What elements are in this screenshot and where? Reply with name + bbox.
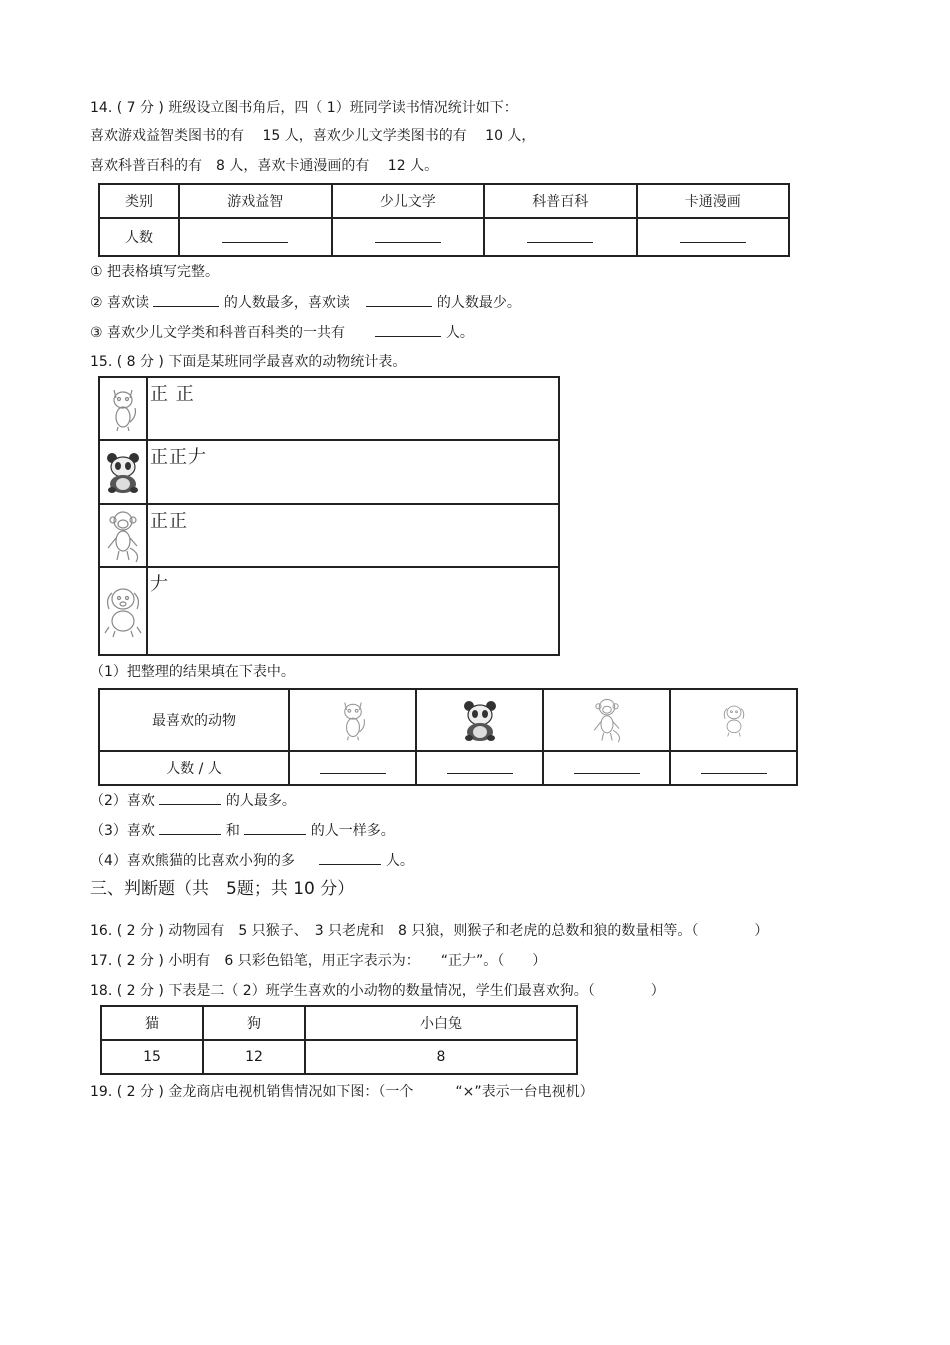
q15-header: 15. ( 8 分 ) 下面是某班同学最喜欢的动物统计表。 [90, 354, 407, 370]
q15-result-cat [289, 689, 416, 751]
q14-header-games: 游戏益智 [179, 184, 332, 218]
q14-blank-least[interactable] [366, 292, 432, 307]
q15-result-puppy [670, 689, 797, 751]
q15-result-table [98, 688, 798, 786]
section-3-title: 三、判断题（共 5题；共 10 分） [90, 879, 355, 899]
q15-sub1: （1）把整理的结果填在下表中。 [90, 664, 295, 680]
q14-header-science: 科普百科 [484, 184, 637, 218]
q15-count-monkey[interactable] [543, 751, 670, 785]
q14-sub2-a: ② 喜欢读 [90, 295, 150, 311]
q15-sub4-b: 人。 [385, 853, 414, 869]
q14-blank-most[interactable] [153, 292, 219, 307]
q18-value-dog: 12 [203, 1040, 305, 1074]
q15-result-panda [416, 689, 543, 751]
q15-blank-same-2[interactable] [244, 820, 306, 835]
tally-row-cat [99, 377, 147, 440]
q18-value-cat: 15 [101, 1040, 203, 1074]
q14-sub2-c: 的人数最少。 [436, 295, 521, 311]
panda-icon [103, 450, 143, 494]
q14-sub2 [90, 292, 521, 313]
tally-cell-monkey [147, 504, 559, 567]
q15-sub2-a: （2）喜欢 [90, 793, 155, 809]
cat-icon [336, 697, 370, 743]
tally-row-panda [99, 440, 147, 503]
q14-sub3-b: 人。 [445, 325, 474, 341]
q17: 17. ( 2 分 ) 小明有 6 只彩色铅笔，用正字表示为： “正𠂇”。（ ） [90, 953, 547, 969]
q14-header-literature: 少儿文学 [332, 184, 485, 218]
tally-puppy: 𠂇 [150, 574, 169, 596]
tally-cell-puppy [147, 567, 559, 655]
q18-table [100, 1005, 578, 1075]
q18-header-dog: 狗 [203, 1006, 305, 1040]
q14-sub1: ① 把表格填写完整。 [90, 264, 220, 280]
q14-line2: 喜欢科普百科的有 8 人，喜欢卡通漫画的有 12 人。 [90, 158, 439, 174]
q16: 16. ( 2 分 ) 动物园有 5 只猴子、 3 只老虎和 8 只狼，则猴子和老虎的总数和狼的数量相等。（ ） [90, 923, 769, 939]
q15-result-monkey [543, 689, 670, 751]
q14-sub2-b: 的人数最多，喜欢读 [223, 295, 350, 311]
q15-sub3-c: 的人一样多。 [310, 823, 395, 839]
q15-blank-same-1[interactable] [159, 820, 221, 835]
q15-sub2-b: 的人最多。 [225, 793, 296, 809]
q15-sub2 [90, 790, 296, 811]
q14-header: 14. ( 7 分 ) 班级设立图书角后，四（ 1）班同学读书情况统计如下： [90, 100, 518, 116]
q15-count-cat[interactable] [289, 751, 416, 785]
tally-cell-cat [147, 377, 559, 440]
q15-blank-diff[interactable] [319, 850, 381, 865]
tally-cat: 正 正 [150, 384, 195, 405]
q14-answer-science[interactable] [484, 218, 637, 256]
q15-result-label-count: 人数 / 人 [99, 751, 289, 785]
cat-icon [106, 384, 140, 434]
q14-answer-games[interactable] [179, 218, 332, 256]
q19: 19. ( 2 分 ) 金龙商店电视机销售情况如下图：（一个 “×”表示一台电视机） [90, 1084, 594, 1100]
q14-blank-total[interactable] [375, 322, 441, 337]
puppy-icon [718, 701, 750, 739]
q15-tally-table [98, 376, 560, 656]
panda-icon [460, 698, 500, 742]
q18-header-rabbit: 小白兔 [305, 1006, 577, 1040]
tally-row-puppy [99, 567, 147, 655]
q14-sub3 [90, 322, 474, 343]
q15-sub3-b: 和 [225, 823, 240, 839]
q14-answer-comics[interactable] [637, 218, 790, 256]
q18-value-rabbit: 8 [305, 1040, 577, 1074]
monkey-icon [588, 696, 626, 744]
tally-panda: 正正𠂇 [150, 447, 207, 469]
q15-sub4 [90, 850, 414, 871]
q15-sub3 [90, 820, 395, 841]
q14-header-comics: 卡通漫画 [637, 184, 790, 218]
q14-header-category: 类别 [99, 184, 179, 218]
tally-monkey: 正正 [150, 510, 188, 532]
monkey-icon [103, 508, 143, 564]
q14-table [98, 183, 790, 257]
tally-row-monkey [99, 504, 147, 567]
tally-cell-panda [147, 440, 559, 503]
q14-sub3-a: ③ 喜欢少儿文学类和科普百科类的一共有 [90, 325, 345, 341]
q18-header-cat: 猫 [101, 1006, 203, 1040]
puppy-icon [101, 581, 145, 641]
q14-answer-literature[interactable] [332, 218, 485, 256]
q15-count-panda[interactable] [416, 751, 543, 785]
q15-sub4-a: （4）喜欢熊猫的比喜欢小狗的多 [90, 853, 295, 869]
q18-header: 18. ( 2 分 ) 下表是二（ 2）班学生喜欢的小动物的数量情况，学生们最喜欢狗。（ ） [90, 983, 665, 999]
q15-sub3-a: （3）喜欢 [90, 823, 155, 839]
q15-result-label-animal: 最喜欢的动物 [99, 689, 289, 751]
q14-line1: 喜欢游戏益智类图书的有 15 人，喜欢少儿文学类图书的有 10 人， [90, 128, 536, 144]
q15-blank-most[interactable] [159, 790, 221, 805]
q15-count-puppy[interactable] [670, 751, 797, 785]
q14-row-label: 人数 [99, 218, 179, 256]
